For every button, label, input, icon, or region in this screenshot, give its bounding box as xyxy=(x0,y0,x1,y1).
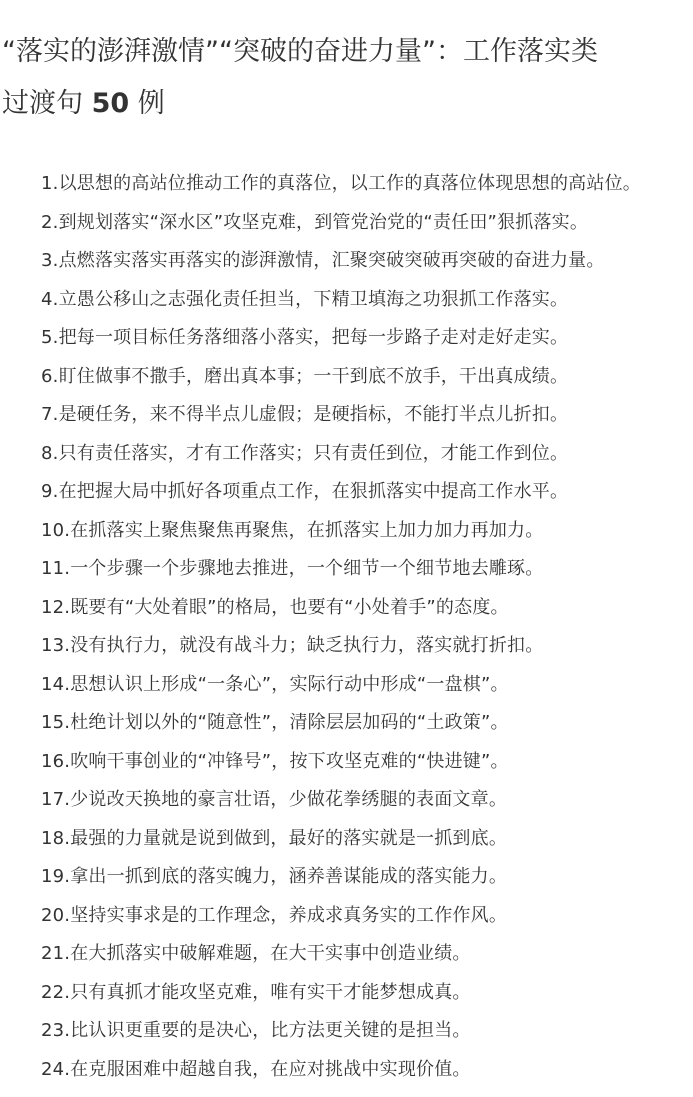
list-item: 8.只有责任落实，才有工作落实；只有责任到位，才能工作到位。 xyxy=(41,442,569,464)
list-item: 22.只有真抓才能攻坚克难，唯有实干才能梦想成真。 xyxy=(41,981,471,1003)
title-count: 50 xyxy=(91,88,130,119)
title-line-1: “落实的澎湃激情”“突破的奋进力量”：工作落实类 xyxy=(2,36,598,67)
list-item: 9.在把握大局中抓好各项重点工作，在狠抓落实中提高工作水平。 xyxy=(41,481,569,502)
list-item: 2.到规划落实“深水区”攻坚克难，到管党治党的“责任田”狠抓落实。 xyxy=(41,211,589,233)
list-item: 4.立愚公移山之志强化责任担当，下精卫填海之功狠抓工作落实。 xyxy=(41,288,569,310)
list-item: 7.是硬任务，来不得半点儿虚假；是硬指标，不能打半点儿折扣。 xyxy=(41,404,569,425)
list-item: 21.在大抓落实中破解难题，在大干实事中创造业绩。 xyxy=(41,943,471,964)
title-line-2 xyxy=(2,78,692,130)
sentence-list xyxy=(41,165,693,1089)
list-item: 18.最强的力量就是说到做到，最好的落实就是一抓到底。 xyxy=(41,827,508,849)
article-title xyxy=(0,26,692,130)
list-item: 3.点燃落实落实再落实的澎湃激情，汇聚突破突破再突破的奋进力量。 xyxy=(41,250,605,271)
list-item: 13.没有执行力，就没有战斗力；缺乏执行力，落实就打折扣。 xyxy=(41,635,544,656)
list-item: 20.坚持实事求是的工作理念，养成求真务实的工作作风。 xyxy=(41,904,508,926)
list-item: 11.一个步骤一个步骤地去推进，一个细节一个细节地去雕琢。 xyxy=(41,558,544,579)
title-line-2-prefix: 过渡句 xyxy=(2,88,92,119)
list-item: 10.在抓落实上聚焦聚焦再聚焦，在抓落实上加力加力再加力。 xyxy=(41,519,544,541)
list-item: 15.杜绝计划以外的“随意性”，清除层层加码的“土政策”。 xyxy=(41,712,509,733)
list-item: 12.既要有“大处着眼”的格局，也要有“小处着手”的态度。 xyxy=(41,596,509,618)
list-item: 23.比认识更重要的是决心，比方法更关键的是担当。 xyxy=(41,1020,471,1041)
list-item: 19.拿出一抓到底的落实魄力，涵养善谋能成的落实能力。 xyxy=(41,866,508,887)
title-line-2-suffix: 例 xyxy=(129,88,165,119)
list-item: 1.以思想的高站位推动工作的真落位，以工作的真落位体现思想的高站位。 xyxy=(41,173,641,194)
list-item: 6.盯住做事不撒手，磨出真本事；一干到底不放手，干出真成绩。 xyxy=(41,365,569,387)
list-item: 16.吹响干事创业的“冲锋号”，按下攻坚克难的“快进键”。 xyxy=(41,750,509,772)
list-item: 17.少说改天换地的豪言壮语，少做花拳绣腿的表面文章。 xyxy=(41,789,508,810)
list-item: 24.在克服困难中超越自我，在应对挑战中实现价值。 xyxy=(41,1058,471,1080)
list-item: 5.把每一项目标任务落细落小落实，把每一步路子走对走好走实。 xyxy=(41,327,569,348)
list-item: 14.思想认识上形成“一条心”，实际行动中形成“一盘棋”。 xyxy=(41,673,509,695)
